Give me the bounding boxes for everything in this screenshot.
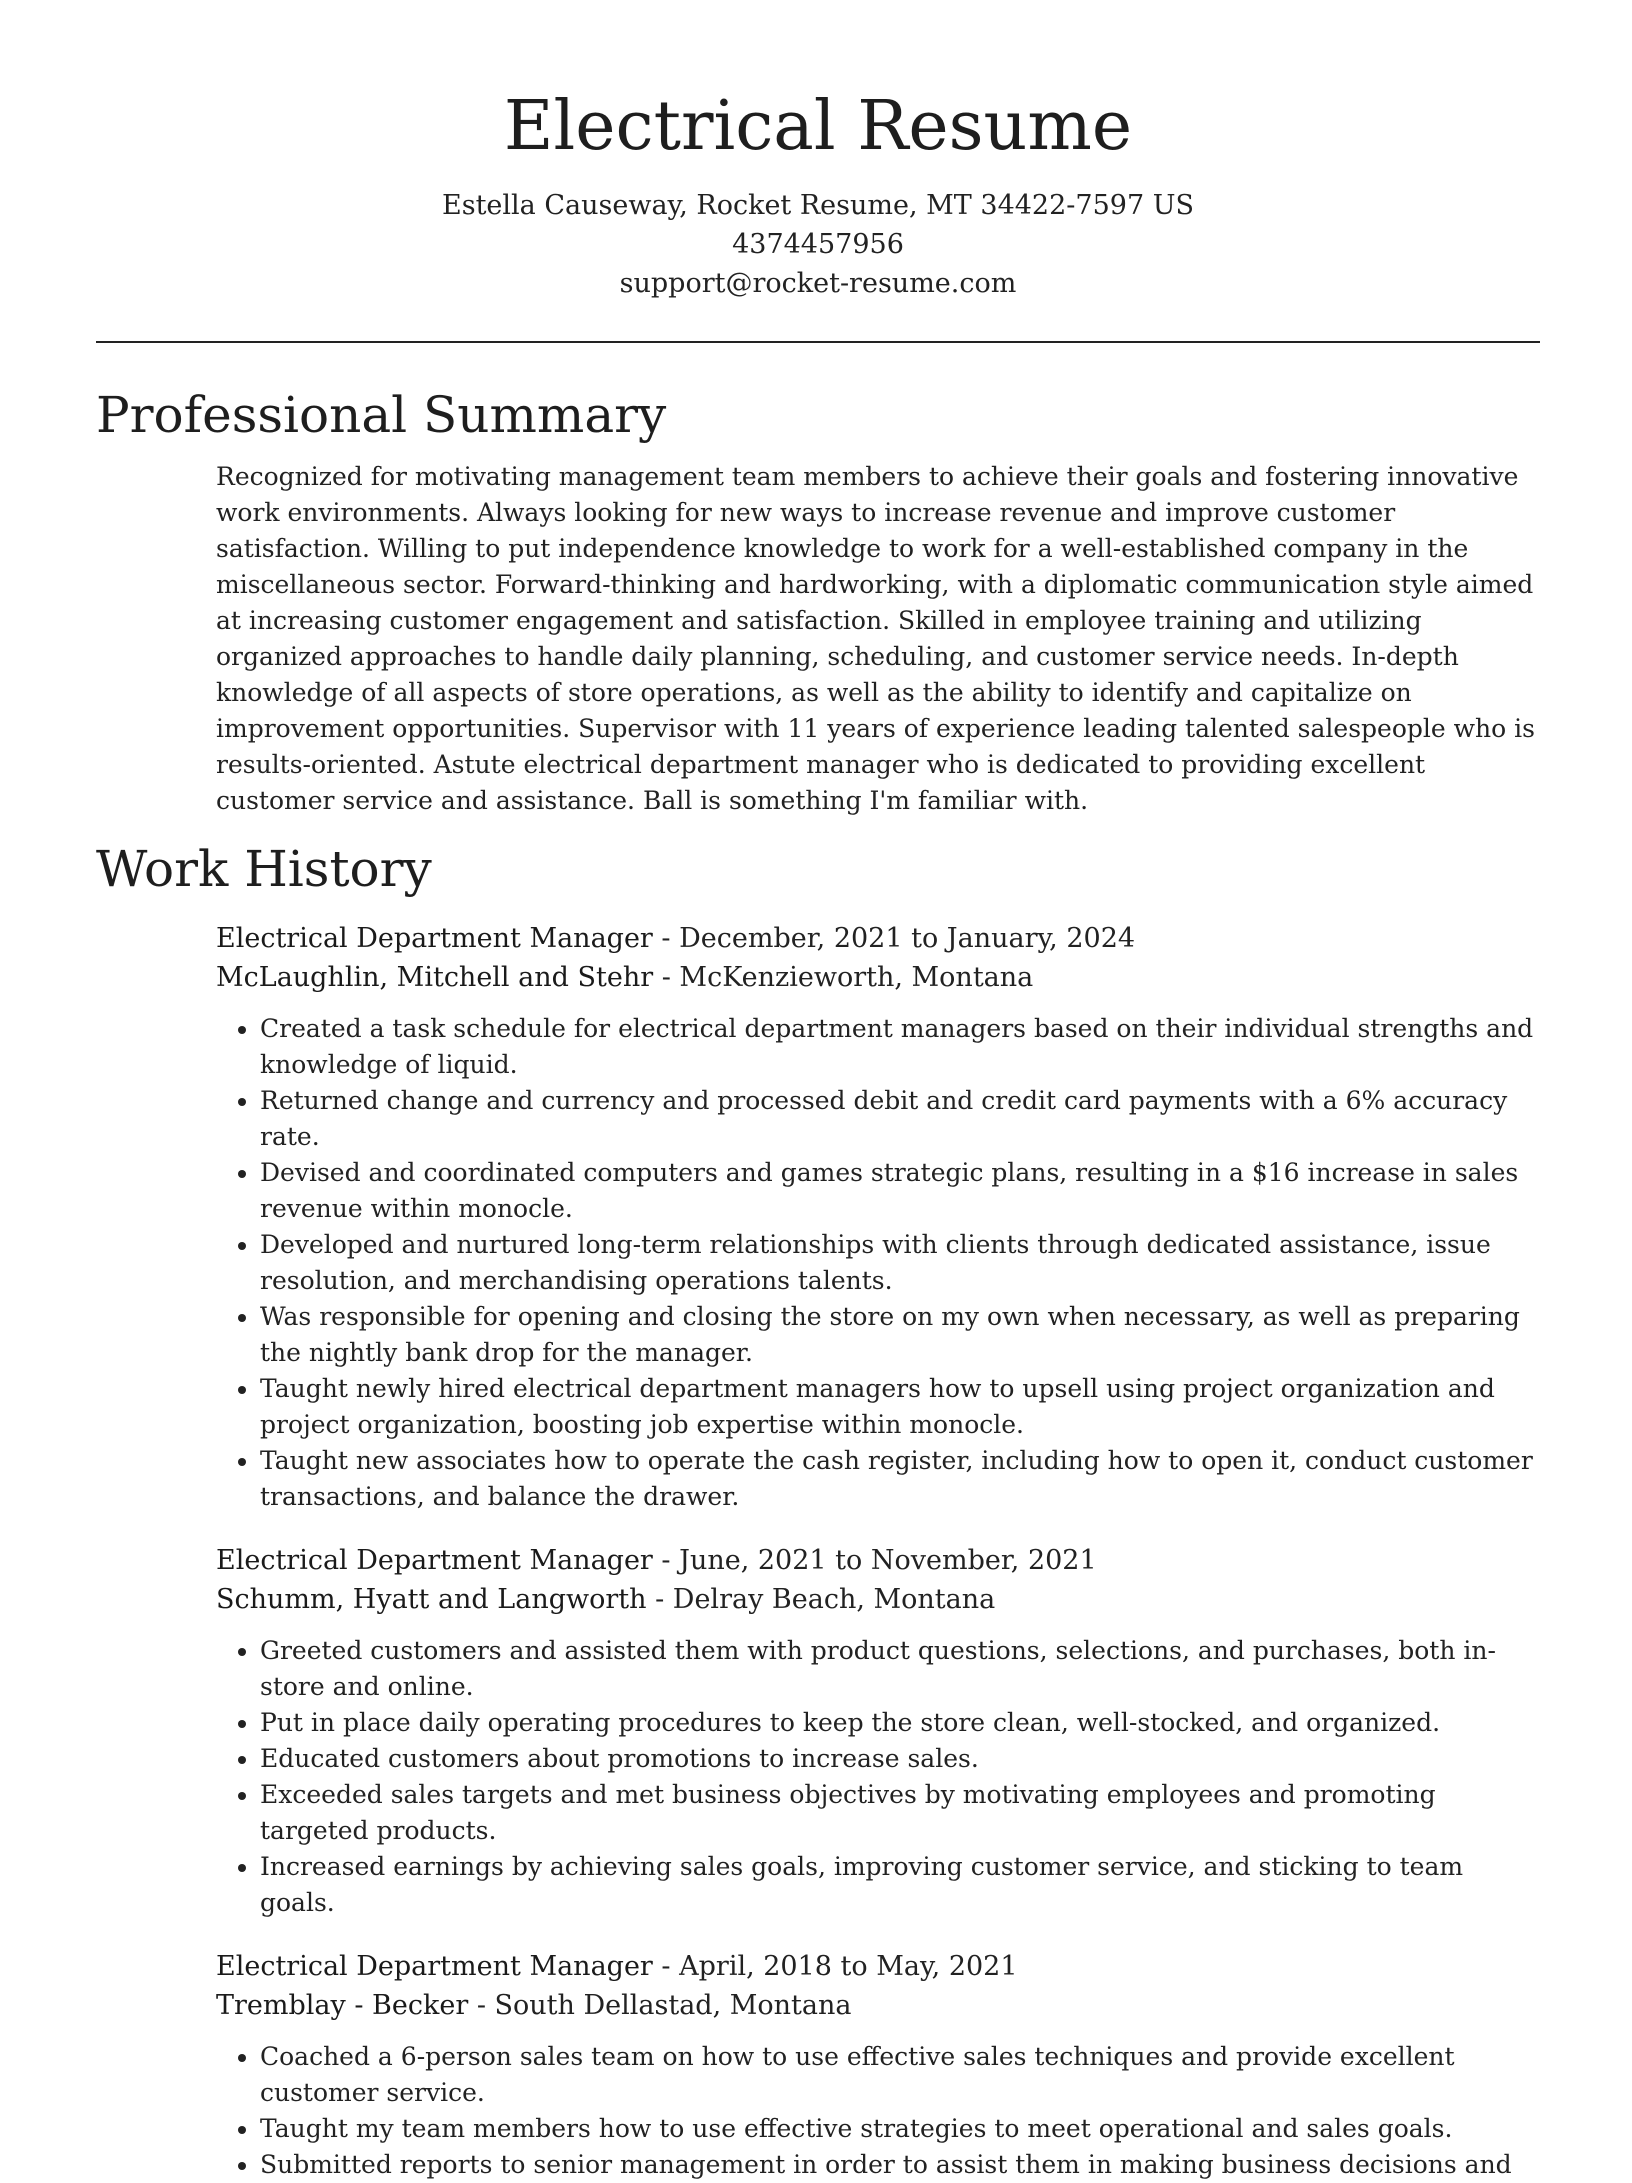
bullet-item: • Increased earnings by achieving sales goals, improving customer service, and sticking to team goals. — [260, 1849, 1540, 1921]
job-entry — [216, 919, 1540, 1515]
job-title: Electrical Department Manager — [216, 1545, 653, 1576]
work-history-section — [96, 837, 1540, 2183]
bullet-item: • Put in place daily operating procedures to keep the store clean, well-stocked, and organized. — [260, 1705, 1540, 1741]
contact-address: Estella Causeway, Rocket Resume, MT 34422-7597 US — [442, 190, 1194, 221]
job-title-line — [216, 919, 1540, 958]
summary-text: Recognized for motivating management team members to achieve their goals and fostering innovative work environments. Always looking for new ways to increase revenue and improve customer satisfaction. Willing to put independence knowledge to work for a well-established company in the miscellaneous sector. Forward-thinking and hardworking, with a diplomatic communication style aimed at increasing customer engagement and satisfaction. Skilled in employee training and utilizing organized approaches to handle daily planning, scheduling, and customer service needs. In-depth knowledge of all aspects of store operations, as well as the ability to identify and capitalize on improvement opportunities. Supervisor with 11 years of experience leading talented salespeople who is results-oriented. Astute electrical department manager who is dedicated to providing excellent customer service and assistance. Ball is something I'm familiar with. — [216, 462, 1535, 815]
bullet-item: • Taught new associates how to operate the cash register, including how to open it, conduct customer transactions, and balance the drawer. — [260, 1443, 1540, 1515]
contact-phone: 4374457956 — [732, 229, 904, 260]
job-title: Electrical Department Manager — [216, 1951, 653, 1982]
professional-summary-section — [96, 383, 1540, 819]
job-dates: - April, 2018 to May, 2021 — [652, 1951, 1018, 1982]
bullet-item: • Greeted customers and assisted them with product questions, selections, and purchases, both in-store and online. — [260, 1633, 1540, 1705]
job-company-line — [216, 1580, 1540, 1619]
job-location: - South Dellastad, Montana — [468, 1990, 852, 2021]
bullet-item: • Submitted reports to senior management in order to assist them in making business decisions and — [260, 2147, 1540, 2183]
resume-page — [96, 0, 1540, 2183]
section-heading: Work History — [96, 840, 432, 898]
job-entry — [216, 1947, 1540, 2183]
job-company: Tremblay - Becker — [216, 1990, 469, 2021]
bullet-item: • Coached a 6-person sales team on how to use effective sales techniques and provide excellent customer service. — [260, 2039, 1540, 2111]
job-company-line — [216, 958, 1540, 997]
bullet-item: • Taught my team members how to use effective strategies to meet operational and sales goals. — [260, 2111, 1540, 2147]
bullet-item: • Educated customers about promotions to increase sales. — [260, 1741, 1540, 1777]
contact-block — [96, 186, 1540, 303]
work-history-list — [216, 919, 1540, 2183]
job-bullets — [216, 1011, 1540, 1515]
job-company: Schumm, Hyatt and Langworth — [216, 1584, 647, 1615]
contact-email: support@rocket-resume.com — [619, 268, 1017, 299]
header-divider — [96, 341, 1540, 343]
job-bullets — [216, 1633, 1540, 1921]
job-title: Electrical Department Manager — [216, 923, 653, 954]
job-company-line — [216, 1986, 1540, 2025]
job-location: - McKenzieworth, Montana — [653, 962, 1034, 993]
job-location: - Delray Beach, Montana — [646, 1584, 996, 1615]
job-company: McLaughlin, Mitchell and Stehr — [216, 962, 654, 993]
bullet-item: • Devised and coordinated computers and games strategic plans, resulting in a $16 increase in sales revenue within monocle. — [260, 1155, 1540, 1227]
section-heading: Professional Summary — [96, 386, 667, 444]
bullet-item: • Created a task schedule for electrical department managers based on their individual strengths and knowledge of liquid. — [260, 1011, 1540, 1083]
job-title-line — [216, 1541, 1540, 1580]
bullet-item: • Exceeded sales targets and met business objectives by motivating employees and promoting targeted products. — [260, 1777, 1540, 1849]
job-dates: - June, 2021 to November, 2021 — [652, 1545, 1097, 1576]
job-title-line — [216, 1947, 1540, 1986]
bullet-item: • Developed and nurtured long-term relationships with clients through dedicated assistance, issue resolution, and merchandising operations talents. — [260, 1227, 1540, 1299]
job-dates: - December, 2021 to January, 2024 — [652, 923, 1136, 954]
bullet-item: • Returned change and currency and processed debit and credit card payments with a 6% accuracy rate. — [260, 1083, 1540, 1155]
resume-title: Electrical Resume — [503, 87, 1133, 166]
job-entry — [216, 1541, 1540, 1921]
bullet-item: • Taught newly hired electrical department managers how to upsell using project organization and project organization, boosting job expertise within monocle. — [260, 1371, 1540, 1443]
bullet-item: • Was responsible for opening and closing the store on my own when necessary, as well as preparing the nightly bank drop for the manager. — [260, 1299, 1540, 1371]
resume-header — [96, 0, 1540, 303]
job-bullets — [216, 2039, 1540, 2183]
